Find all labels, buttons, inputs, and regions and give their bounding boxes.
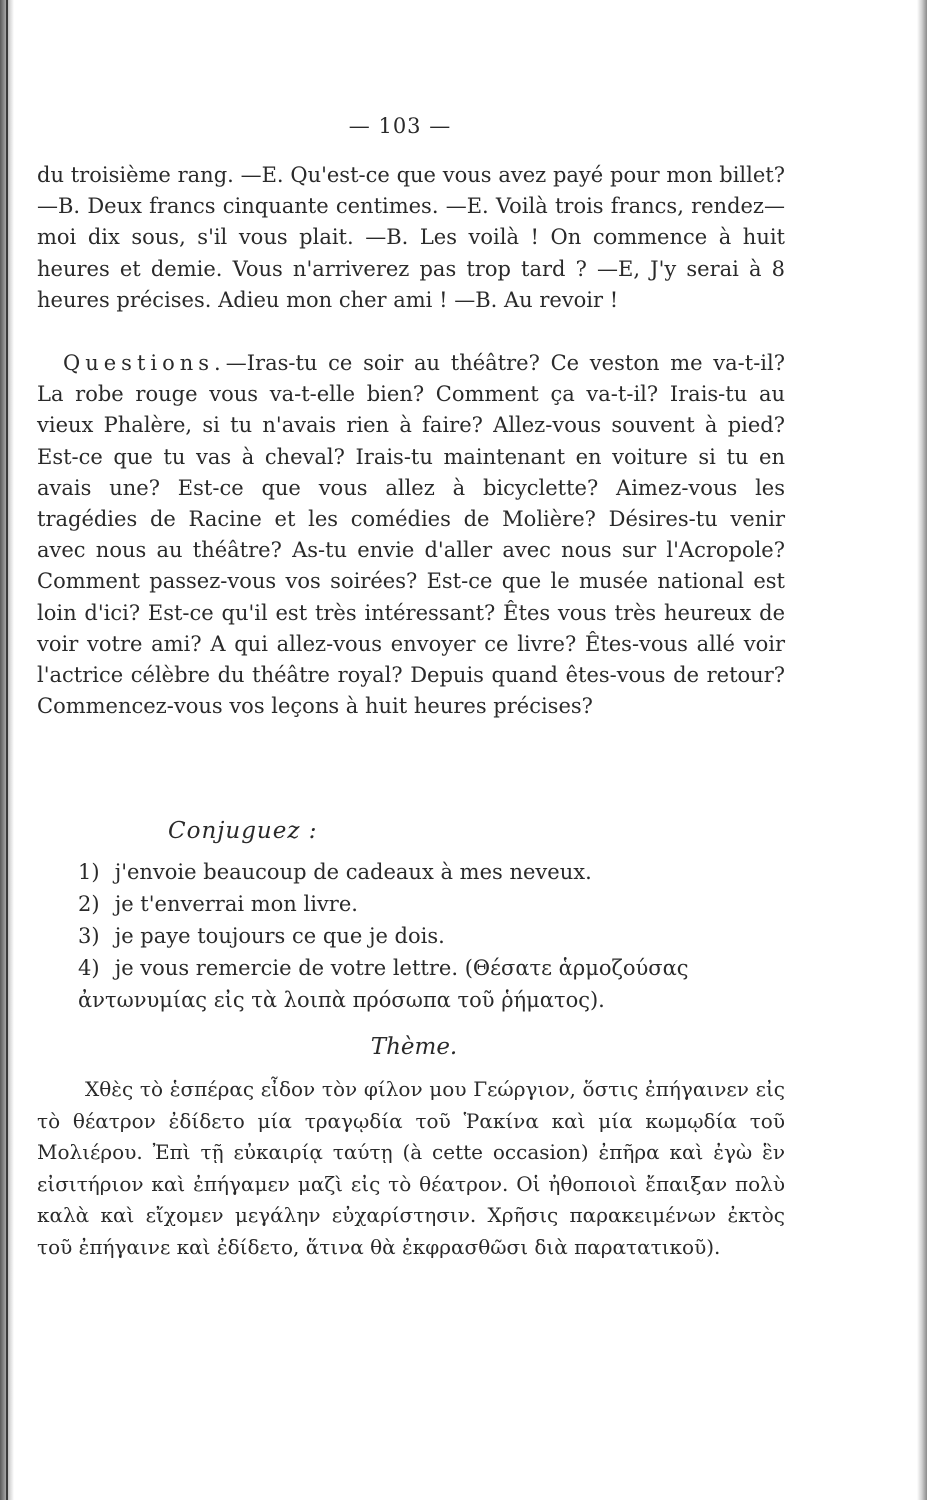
item-number: 2) [78,892,100,916]
theme-heading: Thème. [370,1034,458,1060]
questions-text: —Iras-tu ce soir au théâtre? Ce veston me va-t-il? La robe rouge vous va-t-elle bien? Comment ça va-t-il? Irais-tu au vieux Phalère, si tu n'avais rien à faire? Allez-vous souvent à pied? Est-ce que tu vas à cheval? Irais-tu maintenant en voiture si tu en avais une? Est-ce que vous allez à bicyclette? Aimez-vous les tragédies de Racine et les comédies de Molière? Désires-tu venir avec nous au théâtre? As-tu envie d'aller avec nous sur l'Acropole? Comment passez-vous vos soirées? Est-ce que le musée national est loin d'ici? Est-ce qu'il est très intéressant? Êtes vous très heureux de voir votre ami? A qui allez-vous envoyer ce livre? Êtes-vous allé voir l'actrice célèbre du théâtre royal? Depuis quand êtes-vous de retour? Commencez-vous vos leçons à huit heures précises? [37,351,785,719]
conjugation-note: (Θέσατε ἁρμοζούσας ἀντωνυμίας εἰς τὰ λοιπὰ πρόσωπα τοῦ ῥήματος). [78,956,689,1012]
dialogue-paragraph: du troisième rang. —E. Qu'est-ce que vous avez payé pour mon billet? —B. Deux francs cinquante centimes. —E. Voilà trois francs, rendez—moi dix sous, s'il vous plait. —B. Les voilà ! On commence à huit heures et demie. Vous n'arriverez pas trop tard ? —E, J'y serai à 8 heures précises. Adieu mon cher ami ! —B. Au revoir ! [37,163,785,312]
conjuguez-heading: Conjuguez : [168,818,318,844]
questions-paragraph [37,348,785,722]
item-text: je vous remercie de votre lettre. [114,956,459,980]
questions-label: Questions. [63,351,226,375]
item-text: j'envoie beaucoup de cadeaux à mes neveux. [114,860,592,884]
page-edge-right [917,0,927,1500]
binding-line [6,0,8,1500]
item-text: je paye toujours ce que je dois. [114,924,445,948]
item-text: je t'enverrai mon livre. [114,892,358,916]
conjugation-item [78,920,788,952]
conjugation-item [78,952,788,1016]
item-number: 4) [78,956,100,980]
conjugation-list [78,856,788,1016]
theme-paragraph: Χθὲς τὸ ἑσπέρας εἶδον τὸν φίλον μου Γεώργιον, ὅστις ἐπήγαινεν εἰς τὸ θέατρον ἐδίδετο μία τραγῳδία τοῦ Ῥακίνα καὶ μία κωμῳδία τοῦ Μολιέρου. Ἐπὶ τῇ εὐκαιρίᾳ ταύτῃ (à cette occasion) ἐπῆρα καὶ ἐγὼ ἓν εἰσιτήριον καὶ ἐπήγαμεν μαζὶ εἰς τὸ θέατρον. Οἱ ἠθοποιοὶ ἔπαιξαν πολὺ καλὰ καὶ εἴχομεν μεγάλην εὐχαρίστησιν. Χρῆσις παρακειμένων ἐκτὸς τοῦ ἐπήγαινε καὶ ἐδίδετο, ἅτινα θὰ ἐκφρασθῶσι διὰ παρατατικοῦ). [37,1077,785,1259]
item-number: 1) [78,860,100,884]
conjugation-item [78,888,788,920]
page-number: — 103 — [348,114,452,138]
conjugation-item [78,856,788,888]
item-number: 3) [78,924,100,948]
